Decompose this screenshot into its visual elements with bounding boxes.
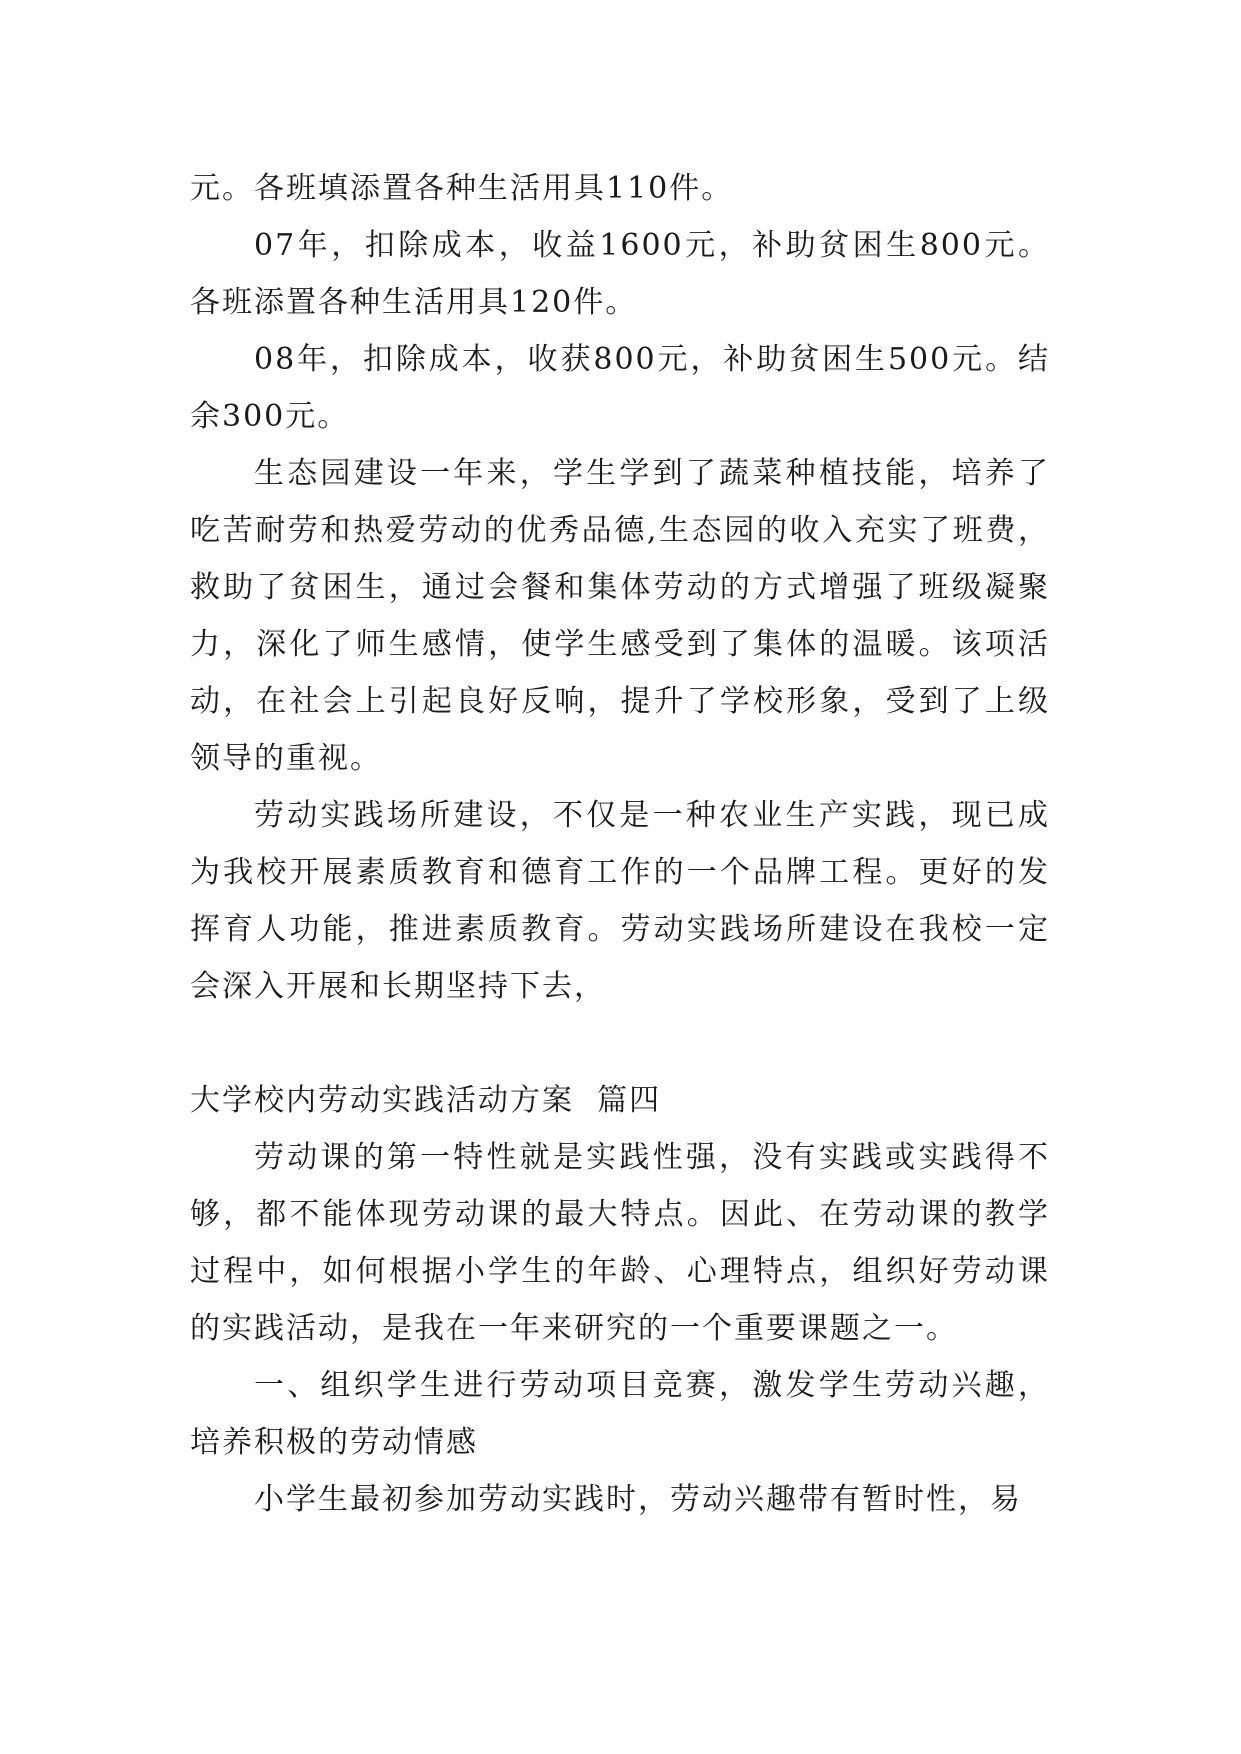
- paragraph-2008: 08年，扣除成本，收获800元，补助贫困生500元。结余300元。: [190, 342, 1050, 434]
- paragraph-2007: 07年，扣除成本，收益1600元，补助贫困生800元。各班添置各种生活用具120件。: [190, 228, 1050, 320]
- paragraph-continuation: 元。各班填添置各种生活用具110件。: [190, 171, 734, 206]
- section-title: 大学校内劳动实践活动方案 篇四: [190, 1083, 662, 1118]
- paragraph-students-interest: 小学生最初参加劳动实践时，劳动兴趣带有暂时性，易: [254, 1482, 1022, 1517]
- paragraph-point-one: 一、组织学生进行劳动项目竞赛，激发学生劳动兴趣，培养积极的劳动情感: [190, 1368, 1050, 1460]
- document-body: [190, 160, 1050, 1528]
- paragraph-eco-garden: 生态园建设一年来，学生学到了蔬菜种植技能，培养了吃苦耐劳和热爱劳动的优秀品德,生态园的收入充实了班费，救助了贫困生，通过会餐和集体劳动的方式增强了班级凝聚力，深化了师生感情，使学生感受到了集体的温暖。该项活动，在社会上引起良好反响，提升了学校形象，受到了上级领导的重视。: [190, 456, 1050, 776]
- paragraph-labor-course: 劳动课的第一特性就是实践性强，没有实践或实践得不够，都不能体现劳动课的最大特点。因此、在劳动课的教学过程中，如何根据小学生的年龄、心理特点，组织好劳动课的实践活动，是我在一年来研究的一个重要课题之一。: [190, 1140, 1050, 1346]
- paragraph-labor-site: 劳动实践场所建设，不仅是一种农业生产实践，现已成为我校开展素质教育和德育工作的一个品牌工程。更好的发挥育人功能，推进素质教育。劳动实践场所建设在我校一定会深入开展和长期坚持下去，: [190, 798, 1050, 1004]
